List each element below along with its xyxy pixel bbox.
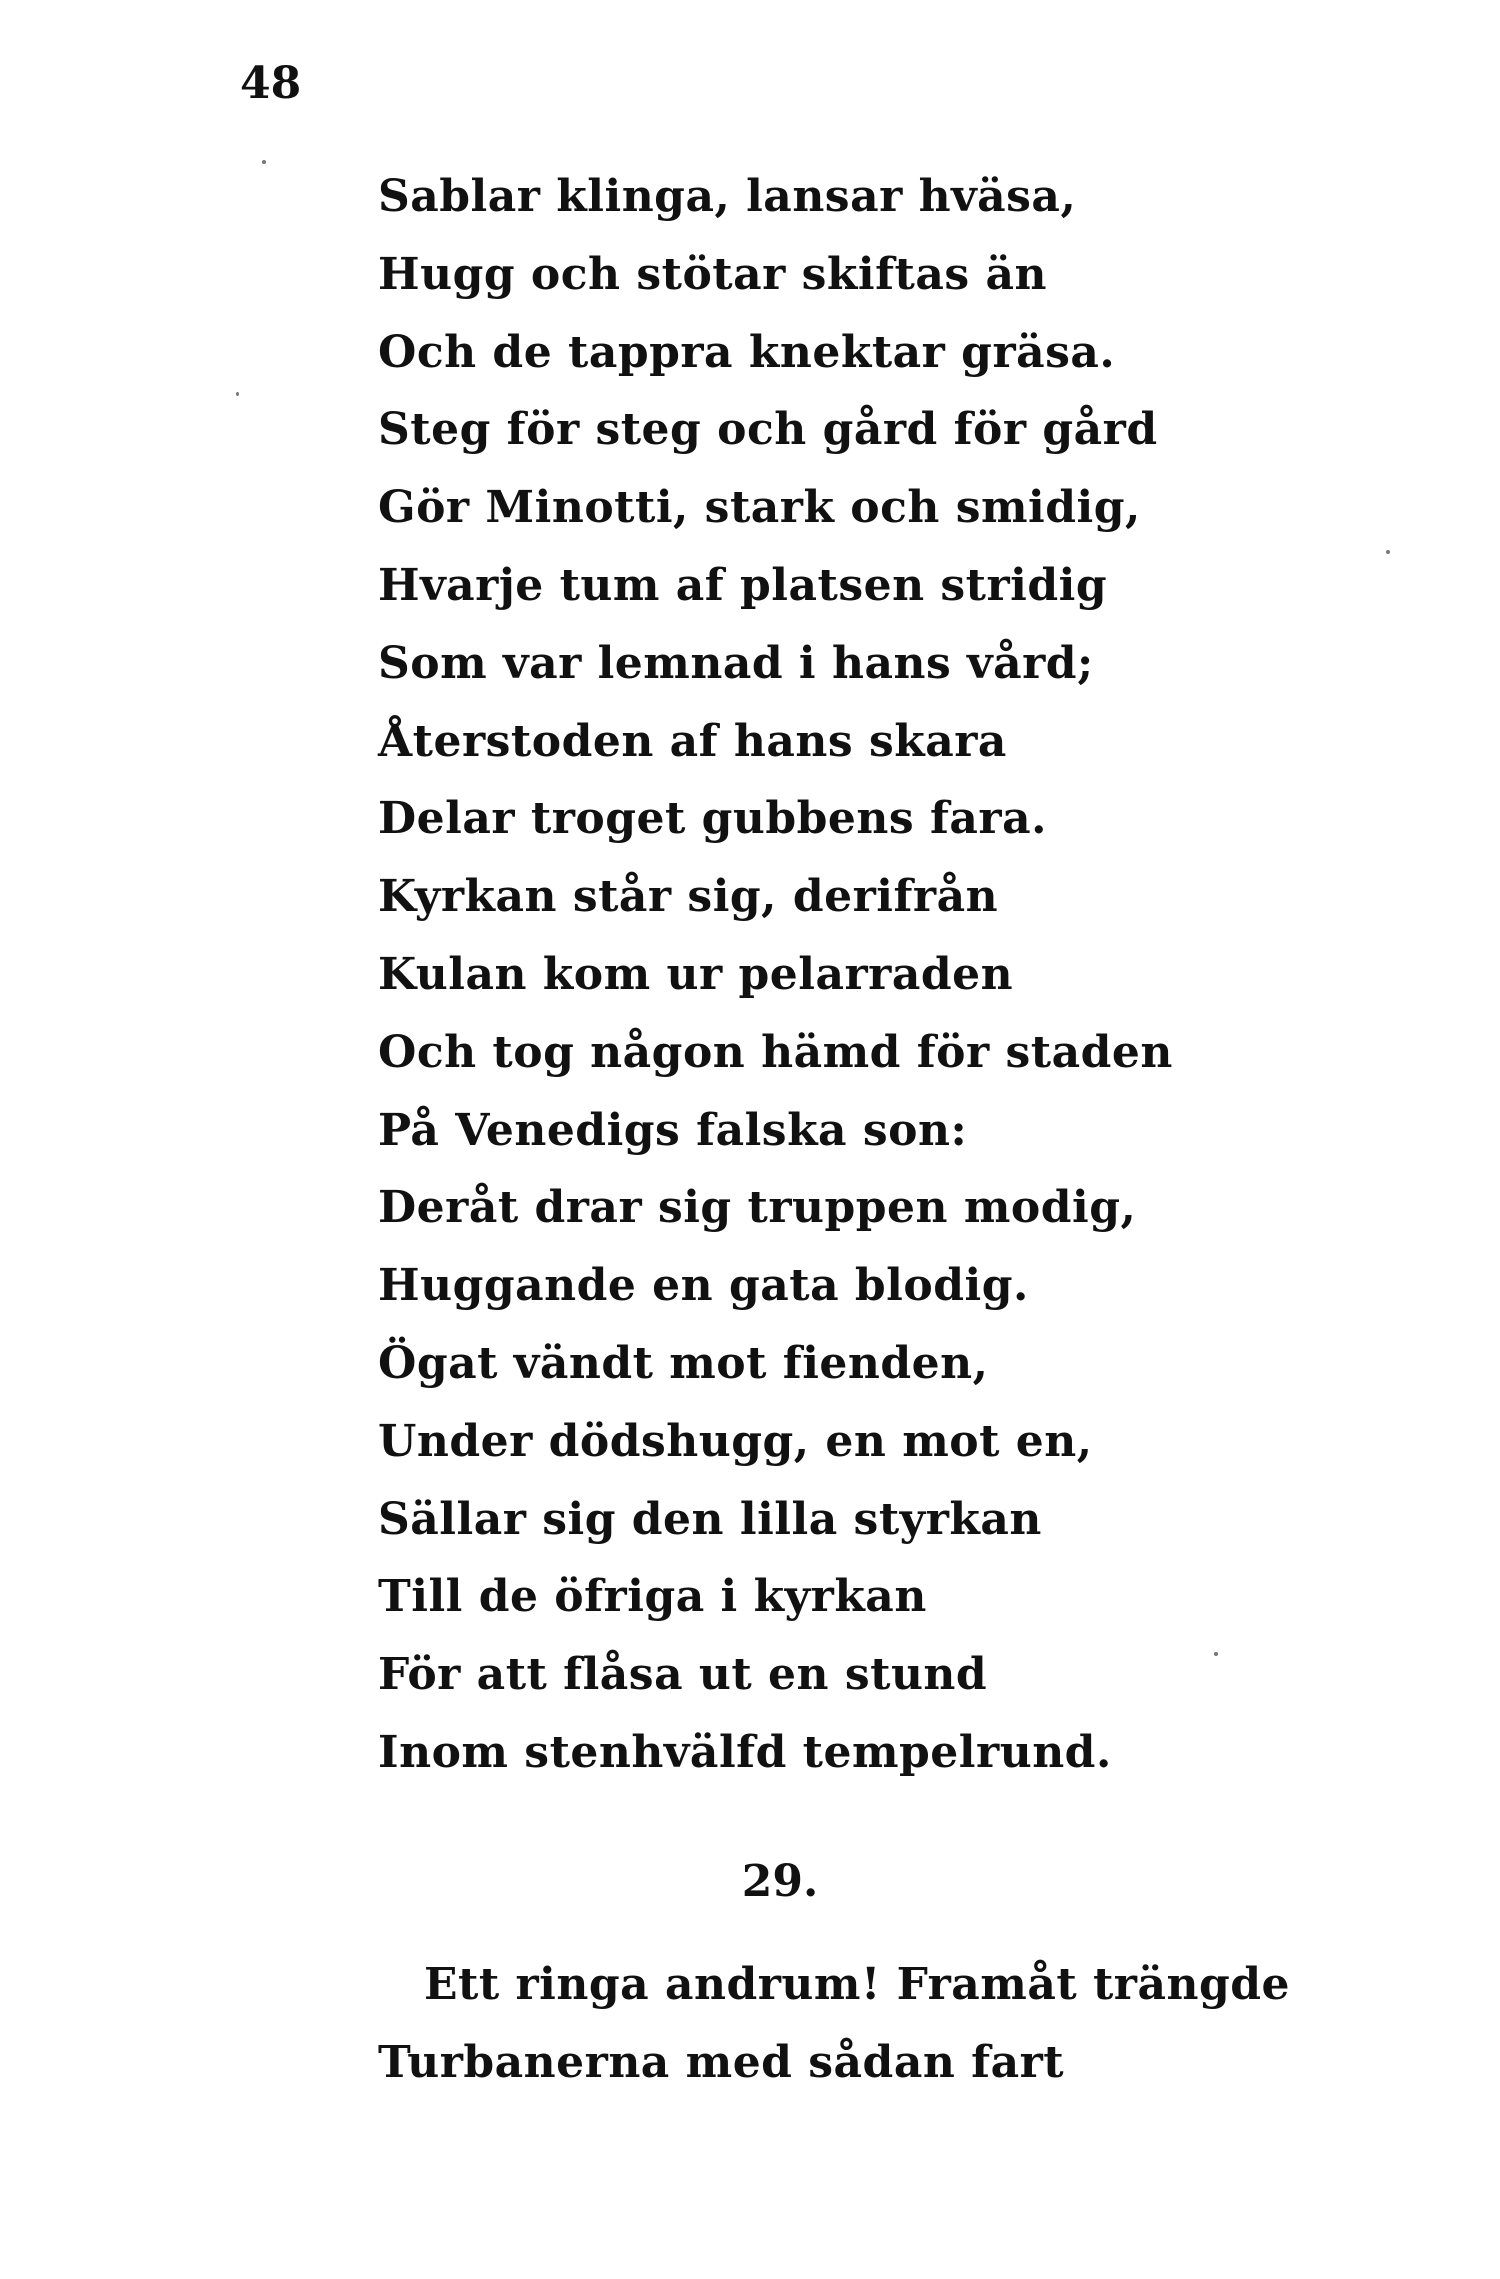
verse-line: Sablar klinga, lansar hväsa, — [378, 171, 1077, 222]
verse-line: Kulan kom ur pelarraden — [378, 948, 1014, 1000]
section-number: 29. — [741, 1856, 819, 1907]
stanza-one — [378, 158, 1173, 1792]
verse-line: Återstoden af hans skara — [378, 715, 1007, 767]
paper-speck — [236, 392, 239, 396]
page-number: 48 — [240, 58, 302, 109]
verse-line: Och de tappra knektar gräsa. — [378, 326, 1116, 378]
paper-speck — [1214, 1652, 1218, 1656]
verse-line: För att flåsa ut en stund — [378, 1649, 988, 1701]
verse-line: På Venedigs falska son: — [378, 1104, 968, 1156]
verse-line: Hugg och stötar skiftas än — [378, 248, 1047, 300]
stanza-two — [378, 1946, 1290, 2102]
verse-line: Ett ringa andrum! Framåt trängde — [424, 1959, 1291, 2010]
verse-line: Kyrkan står sig, derifrån — [378, 871, 999, 923]
verse-line: Under dödshugg, en mot en, — [378, 1415, 1093, 1467]
verse-line: Gör Minotti, stark och smidig, — [378, 482, 1141, 534]
verse-line: Och tog någon hämd för staden — [378, 1026, 1173, 1078]
verse-line: Turbanerna med sådan fart — [378, 2036, 1065, 2088]
paper-speck — [1386, 550, 1390, 554]
verse-line: Till de öfriga i kyrkan — [378, 1571, 927, 1623]
verse-line: Hvarje tum af platsen stridig — [378, 559, 1108, 611]
paper-speck — [262, 160, 266, 164]
verse-line: Ögat vändt mot fienden, — [378, 1337, 989, 1389]
verse-line: Inom stenhvälfd tempelrund. — [378, 1726, 1112, 1778]
verse-line: Steg för steg och gård för gård — [378, 404, 1158, 456]
verse-line: Delar troget gubbens fara. — [378, 793, 1047, 845]
verse-line: Sällar sig den lilla styrkan — [378, 1493, 1042, 1545]
verse-line: Som var lemnad i hans vård; — [378, 637, 1094, 689]
verse-line: Deråt drar sig truppen modig, — [378, 1182, 1137, 1234]
verse-line: Huggande en gata blodig. — [378, 1260, 1029, 1312]
